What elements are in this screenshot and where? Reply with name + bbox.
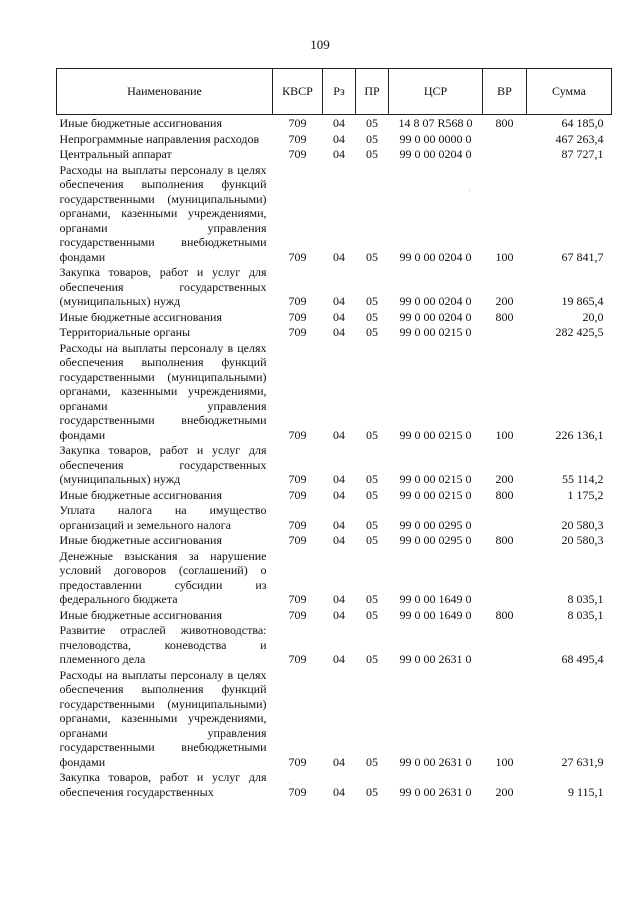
page-number: 109 — [310, 37, 330, 52]
cell-name: Территориальные органы — [59, 325, 191, 339]
cell-sum: 55 114,2 — [561, 472, 604, 486]
column-header-vr: ВР — [483, 69, 527, 115]
cell-name: Расходы на выплаты персоналу в целях обеспечения выполнения функций государственными (муниципальными) органами, казенными учреждениями, органами управления государственными внебюджетными фондами — [59, 162, 267, 264]
cell-csr: 99 0 00 0215 0 — [399, 325, 472, 339]
cell-kvsr: 709 — [288, 309, 307, 324]
cell-kvsr: 709 — [288, 533, 307, 547]
cell-pr: 05 — [366, 294, 378, 308]
cell-name: Иные бюджетные ассигнования — [59, 309, 222, 324]
table-row — [57, 503, 612, 533]
cell-name: Уплата налога на имущество организаций и земельного налога — [59, 503, 267, 532]
column-header-csr: ЦСР — [389, 69, 483, 115]
column-header-rz: Рз — [323, 69, 356, 115]
cell-vr — [483, 623, 527, 668]
cell-kvsr: 709 — [288, 131, 307, 146]
cell-kvsr: 709 — [288, 325, 307, 339]
cell-rz: 04 — [333, 607, 345, 622]
cell-name: Иные бюджетные ассигнования — [59, 607, 222, 622]
cell-pr: 05 — [366, 147, 378, 161]
scan-speck: · — [288, 778, 291, 788]
table-row — [57, 668, 612, 771]
table-body — [57, 115, 612, 801]
cell-csr: 99 0 00 1649 0 — [399, 592, 472, 606]
cell-kvsr: 709 — [288, 652, 307, 666]
cell-vr — [483, 132, 527, 148]
cell-name: Иные бюджетные ассигнования — [59, 487, 222, 502]
cell-rz: 04 — [333, 325, 345, 339]
cell-csr: 99 0 00 2631 0 — [399, 652, 472, 666]
cell-sum: 20 580,3 — [561, 533, 604, 547]
table-row — [57, 549, 612, 608]
cell-pr: 05 — [366, 249, 378, 264]
cell-rz: 04 — [333, 472, 345, 486]
cell-csr: 99 0 00 2631 0 — [399, 784, 472, 799]
cell-vr: 200 — [495, 784, 514, 799]
column-header-sum: Сумма — [527, 69, 612, 115]
cell-csr: 14 8 07 R568 0 — [398, 116, 473, 130]
cell-pr: 05 — [366, 487, 378, 502]
cell-name: Расходы на выплаты персоналу в целях обеспечения выполнения функций государственными (муниципальными) органами, казенными учреждениями, органами управления государственными внебюджетными фондами — [59, 340, 267, 442]
cell-name: Развитие отраслей животноводства: пчеловодства, коневодства и племенного дела — [59, 623, 267, 666]
cell-kvsr: 709 — [288, 427, 307, 442]
cell-csr: 99 0 00 0215 0 — [399, 487, 472, 502]
cell-rz: 04 — [333, 784, 345, 799]
cell-rz: 04 — [333, 294, 345, 308]
table-row — [57, 325, 612, 341]
cell-csr: 99 0 00 0295 0 — [399, 517, 472, 532]
cell-name: Иные бюджетные ассигнования — [59, 533, 222, 547]
cell-pr: 05 — [366, 784, 378, 799]
table-row — [57, 770, 612, 800]
column-header-pr: ПР — [356, 69, 389, 115]
column-header-name: Наименование — [57, 69, 273, 115]
cell-kvsr: 709 — [288, 147, 307, 161]
cell-sum: 467 263,4 — [555, 131, 604, 146]
cell-csr: 99 0 00 0204 0 — [399, 147, 472, 161]
cell-kvsr: 709 — [288, 607, 307, 622]
table-row — [57, 488, 612, 504]
table-row — [57, 443, 612, 488]
cell-csr: 99 0 00 1649 0 — [399, 607, 472, 622]
cell-csr: 99 0 00 0215 0 — [399, 427, 472, 442]
cell-vr — [483, 325, 527, 341]
scan-speck: · — [468, 186, 471, 196]
column-header-kvsr: КВСР — [273, 69, 323, 115]
cell-pr: 05 — [366, 131, 378, 146]
cell-name: Закупка товаров, работ и услуг для обеспечения государственных (муниципальных) нужд — [59, 265, 267, 308]
cell-rz: 04 — [333, 249, 345, 264]
cell-name: Закупка товаров, работ и услуг для обеспечения государственных (муниципальных) нужд — [59, 443, 267, 486]
cell-rz: 04 — [333, 116, 345, 130]
cell-vr: 800 — [495, 309, 514, 324]
table-row — [57, 265, 612, 310]
cell-pr: 05 — [366, 592, 378, 606]
table-row — [57, 623, 612, 668]
cell-name: Денежные взыскания за нарушение условий договоров (соглашений) о предоставлении субсидии из федерального бюджета — [59, 548, 267, 606]
cell-kvsr: 709 — [288, 487, 307, 502]
cell-rz: 04 — [333, 147, 345, 161]
cell-sum: 27 631,9 — [561, 754, 604, 769]
cell-pr: 05 — [366, 472, 378, 486]
cell-csr: 99 0 00 0215 0 — [399, 472, 472, 486]
cell-sum: 19 865,4 — [561, 294, 604, 308]
cell-vr: 200 — [495, 472, 514, 486]
cell-pr: 05 — [366, 116, 378, 130]
cell-kvsr: 709 — [288, 517, 307, 532]
cell-sum: 64 185,0 — [561, 116, 604, 130]
cell-rz: 04 — [333, 652, 345, 666]
table-row — [57, 115, 612, 132]
cell-sum: 8 035,1 — [567, 592, 604, 606]
cell-rz: 04 — [333, 754, 345, 769]
cell-kvsr: 709 — [288, 784, 307, 799]
cell-csr: 99 0 00 0204 0 — [399, 309, 472, 324]
cell-pr: 05 — [366, 325, 378, 339]
table-row — [57, 608, 612, 624]
cell-vr: 800 — [495, 487, 514, 502]
cell-name: Непрограммные направления расходов — [59, 131, 260, 146]
cell-vr — [483, 549, 527, 608]
cell-sum: 1 175,2 — [567, 487, 604, 502]
cell-name: Расходы на выплаты персоналу в целях обеспечения выполнения функций государственными (муниципальными) органами, казенными учреждениями, органами управления государственными внебюджетными фондами — [59, 667, 267, 769]
cell-pr: 05 — [366, 427, 378, 442]
cell-rz: 04 — [333, 131, 345, 146]
table-row — [57, 341, 612, 444]
cell-csr: 99 0 00 0204 0 — [399, 249, 472, 264]
cell-vr: 800 — [495, 607, 514, 622]
cell-kvsr: 709 — [288, 294, 307, 308]
cell-pr: 05 — [366, 309, 378, 324]
cell-pr: 05 — [366, 607, 378, 622]
budget-table — [56, 68, 612, 800]
cell-name: Центральный аппарат — [59, 147, 172, 161]
cell-rz: 04 — [333, 427, 345, 442]
cell-vr: 800 — [495, 533, 514, 547]
cell-vr — [483, 503, 527, 533]
cell-pr: 05 — [366, 754, 378, 769]
cell-csr: 99 0 00 0204 0 — [399, 294, 472, 308]
table-row — [57, 533, 612, 549]
cell-rz: 04 — [333, 517, 345, 532]
cell-csr: 99 0 00 2631 0 — [399, 754, 472, 769]
table-row — [57, 310, 612, 326]
cell-pr: 05 — [366, 533, 378, 547]
cell-rz: 04 — [333, 592, 345, 606]
cell-kvsr: 709 — [288, 754, 307, 769]
cell-vr: 200 — [495, 294, 514, 308]
cell-vr: 800 — [495, 116, 514, 130]
table-row — [57, 163, 612, 266]
cell-vr: 100 — [495, 249, 514, 264]
cell-csr: 99 0 00 0295 0 — [399, 533, 472, 547]
cell-rz: 04 — [333, 533, 345, 547]
cell-sum: 9 115,1 — [567, 784, 604, 799]
cell-kvsr: 709 — [288, 249, 307, 264]
cell-kvsr: 709 — [288, 472, 307, 486]
cell-vr: 100 — [495, 754, 514, 769]
table-header — [57, 69, 612, 115]
cell-sum: 20 580,3 — [561, 517, 604, 532]
cell-kvsr: 709 — [288, 116, 307, 130]
cell-kvsr: 709 — [288, 592, 307, 606]
cell-name: Иные бюджетные ассигнования — [59, 116, 222, 130]
table-row — [57, 132, 612, 148]
cell-pr: 05 — [366, 517, 378, 532]
cell-vr — [483, 147, 527, 163]
cell-sum: 8 035,1 — [567, 607, 604, 622]
cell-csr: 99 0 00 0000 0 — [399, 131, 472, 146]
cell-pr: 05 — [366, 652, 378, 666]
cell-rz: 04 — [333, 309, 345, 324]
cell-sum: 20,0 — [582, 309, 604, 324]
cell-name: Закупка товаров, работ и услуг для обеспечения государственных — [59, 770, 267, 799]
cell-sum: 226 136,1 — [555, 427, 604, 442]
cell-sum: 87 727,1 — [561, 147, 604, 161]
cell-sum: 282 425,5 — [555, 325, 604, 339]
cell-vr: 100 — [495, 427, 514, 442]
table-row — [57, 147, 612, 163]
cell-sum: 68 495,4 — [561, 652, 604, 666]
cell-sum: 67 841,7 — [561, 249, 604, 264]
cell-rz: 04 — [333, 487, 345, 502]
